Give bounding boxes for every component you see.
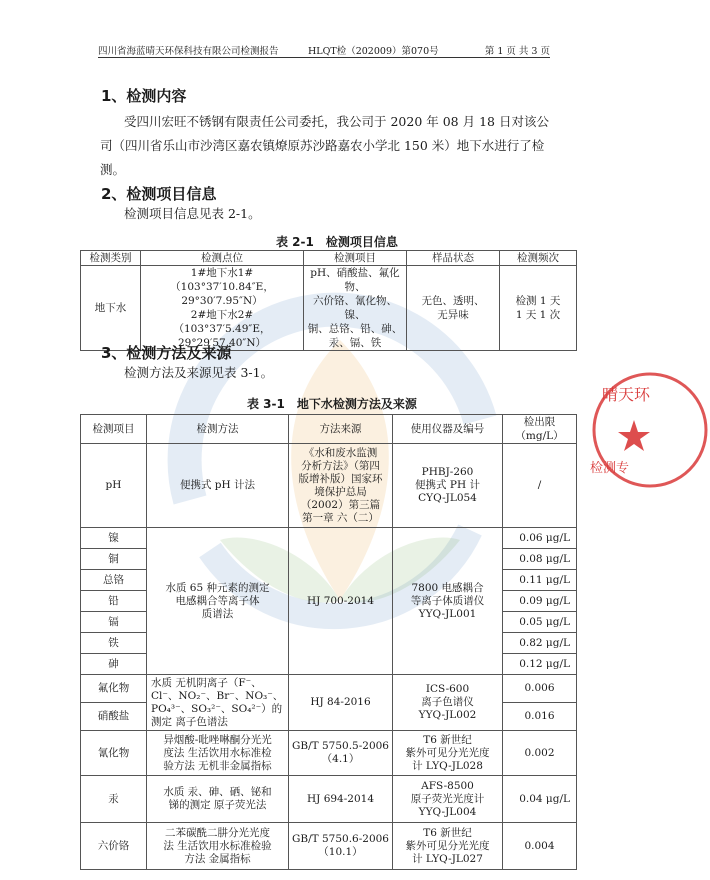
t21-items: pH、硝酸盐、氟化物、 六价铬、氰化物、镍、 铜、总铬、铅、砷、 汞、镉、铁 — [304, 266, 407, 351]
section-1-line-1: 受四川宏旺不锈钢有限责任公司委托，我公司于 2020 年 08 月 18 日对该公 — [124, 114, 549, 129]
t31-ph-limit: / — [503, 444, 577, 528]
seal-text-top: 晴天环 — [602, 385, 651, 404]
t21-category: 地下水 — [81, 266, 141, 351]
t21-header-state: 样品状态 — [407, 251, 500, 266]
page-header — [98, 42, 550, 58]
t31-cr6-source: GB/T 5750.6-2006 （10.1） — [289, 823, 393, 870]
t31-metal-item: 镍 — [81, 528, 147, 549]
t31-cr6-method: 二苯碳酰二肼分光光度 法 生活饮用水标准检验 方法 金属指标 — [147, 823, 289, 870]
t31-metal-limit: 0.82 μg/L — [503, 633, 577, 654]
t31-metal-item: 铁 — [81, 633, 147, 654]
table-row — [81, 731, 577, 776]
t31-fluoride-limit: 0.006 — [503, 675, 577, 703]
t31-ph-method: 便携式 pH 计法 — [147, 444, 289, 528]
section-1-title: 1、检测内容 — [101, 87, 187, 105]
t31-anions-method: 水质 无机阴离子（F⁻、 Cl⁻、NO₂⁻、Br⁻、NO₃⁻、 PO₄³⁻、SO₃²⁻、SO₄²⁻）的 测定 离子色谱法 — [147, 675, 289, 731]
t31-anions-source: HJ 84-2016 — [289, 675, 393, 731]
t31-header-limit: 检出限 （mg/L） — [503, 415, 577, 444]
t31-header-item: 检测项目 — [81, 415, 147, 444]
section-1-line-3: 测。 — [100, 162, 126, 177]
t31-cyanide-method: 异烟酸-吡唑啉酮分光光 度法 生活饮用水标准检 验方法 无机非金属指标 — [147, 731, 289, 776]
t31-metal-item: 铜 — [81, 549, 147, 570]
table-3-1 — [80, 414, 577, 870]
t21-points: 1#地下水1#（103°37′10.84″E， 29°30′7.95″N） 2#地下水2#（103°37′5.49″E， 29°29′57.40″N） — [141, 266, 304, 351]
t31-metal-item: 镉 — [81, 612, 147, 633]
t31-ph-instrument: PHBJ-260 便携式 PH 计 CYQ-JL054 — [393, 444, 503, 528]
t31-mercury-item: 汞 — [81, 776, 147, 823]
t21-header-items: 检测项目 — [304, 251, 407, 266]
table-2-1-title: 表 2-1 检测项目信息 — [276, 235, 398, 249]
t31-cr6-item: 六价铬 — [81, 823, 147, 870]
section-3-title: 3、检测方法及来源 — [101, 344, 232, 362]
t31-cyanide-instrument: T6 新世纪 紫外可见分光光度 计 LYQ-JL028 — [393, 731, 503, 776]
section-1-line-2: 司（四川省乐山市沙湾区嘉农镇燎原苏沙路嘉农小学北 150 米）地下水进行了检 — [100, 138, 545, 153]
t31-metal-limit: 0.06 μg/L — [503, 528, 577, 549]
t31-mercury-method: 水质 汞、砷、硒、铋和 锑的测定 原子荧光法 — [147, 776, 289, 823]
t31-cyanide-source: GB/T 5750.5-2006 （4.1） — [289, 731, 393, 776]
company-seal — [590, 360, 710, 500]
t31-anions-instrument: ICS-600 离子色谱仪 YYQ-JL002 — [393, 675, 503, 731]
t31-header-method: 检测方法 — [147, 415, 289, 444]
table-row — [81, 444, 577, 528]
t31-mercury-limit: 0.04 μg/L — [503, 776, 577, 823]
t31-metal-limit: 0.09 μg/L — [503, 591, 577, 612]
t31-metal-limit: 0.08 μg/L — [503, 549, 577, 570]
t21-header-category: 检测类别 — [81, 251, 141, 266]
t31-nitrate-item: 硝酸盐 — [81, 703, 147, 731]
t31-metals-method: 水质 65 种元素的测定 电感耦合等离子体 质谱法 — [147, 528, 289, 675]
t31-nitrate-limit: 0.016 — [503, 703, 577, 731]
t31-cr6-instrument: T6 新世纪 紫外可见分光光度 计 LYQ-JL027 — [393, 823, 503, 870]
t31-metals-source: HJ 700-2014 — [289, 528, 393, 675]
table-row — [81, 776, 577, 823]
section-2-title: 2、检测项目信息 — [101, 185, 217, 203]
table-row — [81, 675, 577, 703]
t31-metals-instrument: 7800 电感耦合 等离子体质谱仪 YYQ-JL001 — [393, 528, 503, 675]
t31-fluoride-item: 氟化物 — [81, 675, 147, 703]
t21-frequency: 检测 1 天 1 天 1 次 — [500, 266, 577, 351]
table-row — [81, 528, 577, 549]
header-company: 四川省海蓝晴天环保科技有限公司检测报告 — [98, 46, 279, 57]
t31-metal-item: 砷 — [81, 654, 147, 675]
t31-cyanide-limit: 0.002 — [503, 731, 577, 776]
header-report-no: HLQT检（202009）第070号 — [308, 46, 439, 57]
section-2-line: 检测项目信息见表 2-1。 — [124, 206, 261, 221]
t31-mercury-instrument: AFS-8500 原子荧光光度计 YYQ-JL004 — [393, 776, 503, 823]
t31-metal-limit: 0.11 μg/L — [503, 570, 577, 591]
t31-metal-item: 铅 — [81, 591, 147, 612]
t21-header-frequency: 检测频次 — [500, 251, 577, 266]
table-2-1 — [80, 250, 577, 351]
t31-mercury-source: HJ 694-2014 — [289, 776, 393, 823]
header-page-number: 第 1 页 共 3 页 — [484, 46, 550, 57]
t31-ph-item: pH — [81, 444, 147, 528]
t31-metal-limit: 0.12 μg/L — [503, 654, 577, 675]
t21-state: 无色、透明、 无异味 — [407, 266, 500, 351]
t21-header-point: 检测点位 — [141, 251, 304, 266]
t31-header-instrument: 使用仪器及编号 — [393, 415, 503, 444]
t31-ph-source: 《水和废水监测 分析方法》（第四 版增补版）国家环 境保护总局 （2002）第三篇 第一章 六（二） — [289, 444, 393, 528]
table-row — [81, 823, 577, 870]
t31-cr6-limit: 0.004 — [503, 823, 577, 870]
seal-text-bottom: 检测专 — [590, 461, 630, 476]
t31-cyanide-item: 氰化物 — [81, 731, 147, 776]
table-3-1-title: 表 3-1 地下水检测方法及来源 — [247, 397, 417, 411]
t31-metal-item: 总铬 — [81, 570, 147, 591]
t31-metal-limit: 0.05 μg/L — [503, 612, 577, 633]
section-3-line: 检测方法及来源见表 3-1。 — [124, 365, 274, 380]
t31-header-source: 方法来源 — [289, 415, 393, 444]
